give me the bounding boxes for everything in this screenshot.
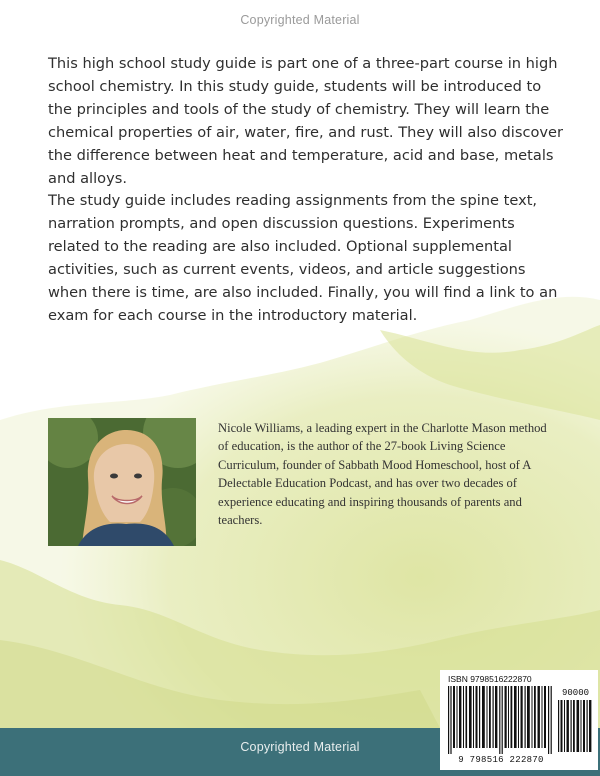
description-paragraph-2: The study guide includes reading assignments from the spine text, narration prompts, and open discussion questions. Experiments related to the reading are also included. Optional supplemental activities, such as current events, videos, and article suggestions when there is time, are also included. Finally, you will find a link to an exam for each course in the introductory material. [48, 192, 558, 324]
author-photo [48, 418, 196, 546]
copyright-watermark-top: Copyrighted Material [240, 13, 360, 27]
isbn-label: ISBN 9798516222870 [448, 674, 532, 684]
price-code: 90000 [562, 688, 590, 698]
description-paragraph-1: This high school study guide is part one of a three-part course in high school chemistry. In this study guide, students will be introduced to the principles and tools of the study of chemistry. They will learn the chemical properties of air, water, fire, and rust. They will also discover the difference between heat and temperature, acid and base, metals and alloys. [48, 55, 564, 187]
isbn-digits: 9 798516 222870 [458, 755, 544, 765]
author-bio: Nicole Williams, a leading expert in the Charlotte Mason method of education, is the author of the 27-book Living Science Curriculum, founder of Sabbath Mood Homeschool, host of A Delectable Education Podcast, and has over two decades of experience educating and inspiring thousands of parents and teachers. [218, 421, 547, 528]
copyright-watermark-bottom: Copyrighted Material [240, 740, 360, 754]
isbn-barcode [440, 670, 598, 770]
